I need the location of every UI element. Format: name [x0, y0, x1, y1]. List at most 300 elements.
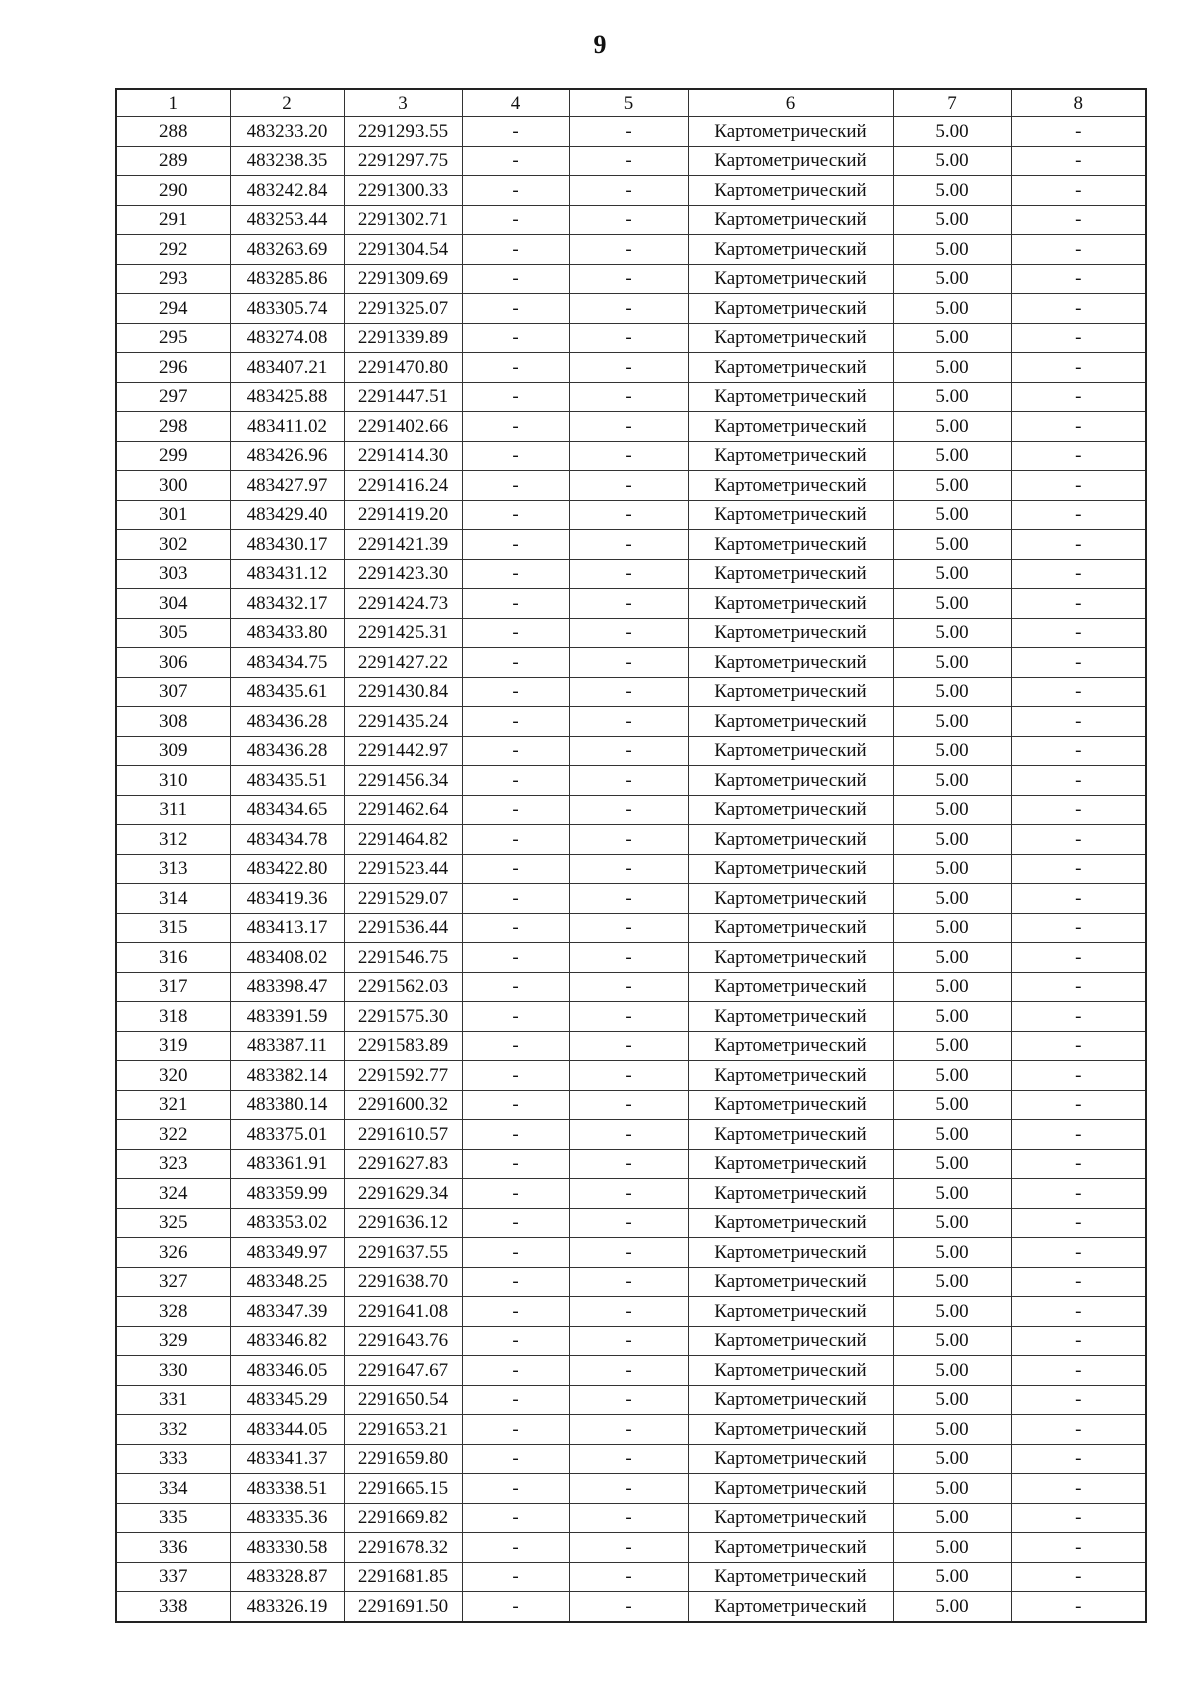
table-cell-col-2: 483285.86: [230, 264, 344, 294]
table-cell-col-1: 311: [116, 795, 230, 825]
table-cell-col-7: 5.00: [893, 913, 1011, 943]
table-row: [116, 382, 1146, 412]
table-cell-col-7: 5.00: [893, 648, 1011, 678]
table-cell-col-2: 483382.14: [230, 1061, 344, 1091]
table-cell-col-1: 332: [116, 1415, 230, 1445]
table-row: [116, 766, 1146, 796]
table-cell-col-5: -: [569, 264, 688, 294]
table-cell-col-7: 5.00: [893, 1238, 1011, 1268]
table-cell-col-4: -: [462, 1297, 569, 1327]
table-cell-col-4: -: [462, 854, 569, 884]
table-cell-col-2: 483233.20: [230, 117, 344, 147]
table-cell-col-1: 336: [116, 1533, 230, 1563]
table-cell-col-8: -: [1011, 1149, 1146, 1179]
table-cell-col-5: -: [569, 1385, 688, 1415]
header-cell-col-4: 4: [462, 89, 569, 117]
table-cell-col-7: 5.00: [893, 1444, 1011, 1474]
table-cell-col-1: 289: [116, 146, 230, 176]
table-cell-col-3: 2291423.30: [344, 559, 462, 589]
table-cell-col-4: -: [462, 235, 569, 265]
table-cell-col-8: -: [1011, 1474, 1146, 1504]
table-cell-col-8: -: [1011, 795, 1146, 825]
table-row: [116, 441, 1146, 471]
table-cell-col-7: 5.00: [893, 382, 1011, 412]
table-cell-col-4: -: [462, 766, 569, 796]
table-cell-col-2: 483435.61: [230, 677, 344, 707]
table-cell-col-1: 329: [116, 1326, 230, 1356]
table-row: [116, 1326, 1146, 1356]
table-cell-col-1: 327: [116, 1267, 230, 1297]
table-cell-col-4: -: [462, 1208, 569, 1238]
table-cell-col-2: 483238.35: [230, 146, 344, 176]
table-cell-col-7: 5.00: [893, 1503, 1011, 1533]
table-cell-col-1: 300: [116, 471, 230, 501]
table-cell-col-7: 5.00: [893, 1208, 1011, 1238]
table-row: [116, 1592, 1146, 1622]
table-cell-col-2: 483263.69: [230, 235, 344, 265]
table-cell-col-7: 5.00: [893, 943, 1011, 973]
table-cell-col-1: 321: [116, 1090, 230, 1120]
table-cell-col-4: -: [462, 884, 569, 914]
table-cell-col-6: Картометрический: [688, 854, 893, 884]
table-cell-col-1: 314: [116, 884, 230, 914]
table-cell-col-7: 5.00: [893, 117, 1011, 147]
table-cell-col-1: 317: [116, 972, 230, 1002]
table-row: [116, 1385, 1146, 1415]
table-cell-col-3: 2291691.50: [344, 1592, 462, 1622]
table-cell-col-7: 5.00: [893, 854, 1011, 884]
table-cell-col-5: -: [569, 353, 688, 383]
table-cell-col-8: -: [1011, 854, 1146, 884]
table-cell-col-5: -: [569, 766, 688, 796]
table-cell-col-5: -: [569, 618, 688, 648]
table-cell-col-7: 5.00: [893, 530, 1011, 560]
table-cell-col-3: 2291610.57: [344, 1120, 462, 1150]
table-cell-col-3: 2291430.84: [344, 677, 462, 707]
table-cell-col-5: -: [569, 1297, 688, 1327]
table-cell-col-2: 483434.65: [230, 795, 344, 825]
table-cell-col-7: 5.00: [893, 1533, 1011, 1563]
table-cell-col-3: 2291421.39: [344, 530, 462, 560]
table-cell-col-8: -: [1011, 1120, 1146, 1150]
table-cell-col-1: 288: [116, 117, 230, 147]
table-cell-col-2: 483434.75: [230, 648, 344, 678]
table-row: [116, 1297, 1146, 1327]
table-cell-col-8: -: [1011, 589, 1146, 619]
table-cell-col-3: 2291293.55: [344, 117, 462, 147]
table-cell-col-6: Картометрический: [688, 500, 893, 530]
table-cell-col-6: Картометрический: [688, 441, 893, 471]
table-row: [116, 1149, 1146, 1179]
table-cell-col-4: -: [462, 913, 569, 943]
table-cell-col-7: 5.00: [893, 825, 1011, 855]
table-cell-col-3: 2291424.73: [344, 589, 462, 619]
table-cell-col-6: Картометрический: [688, 1179, 893, 1209]
table-cell-col-8: -: [1011, 1238, 1146, 1268]
table-cell-col-8: -: [1011, 1356, 1146, 1386]
table-cell-col-3: 2291523.44: [344, 854, 462, 884]
table-cell-col-4: -: [462, 1002, 569, 1032]
table-cell-col-7: 5.00: [893, 972, 1011, 1002]
table-cell-col-2: 483326.19: [230, 1592, 344, 1622]
table-cell-col-5: -: [569, 677, 688, 707]
table-row: [116, 825, 1146, 855]
table-header: [116, 89, 1146, 117]
table-cell-col-8: -: [1011, 677, 1146, 707]
table-cell-col-1: 293: [116, 264, 230, 294]
table-cell-col-3: 2291302.71: [344, 205, 462, 235]
table-cell-col-3: 2291653.21: [344, 1415, 462, 1445]
table-row: [116, 323, 1146, 353]
table-cell-col-8: -: [1011, 500, 1146, 530]
table-cell-col-7: 5.00: [893, 1031, 1011, 1061]
table-cell-col-7: 5.00: [893, 500, 1011, 530]
table-cell-col-2: 483328.87: [230, 1562, 344, 1592]
table-cell-col-5: -: [569, 589, 688, 619]
table-row: [116, 1415, 1146, 1445]
table-cell-col-3: 2291650.54: [344, 1385, 462, 1415]
table-cell-col-2: 483429.40: [230, 500, 344, 530]
table-cell-col-7: 5.00: [893, 1061, 1011, 1091]
table-cell-col-6: Картометрический: [688, 146, 893, 176]
table-cell-col-6: Картометрический: [688, 1297, 893, 1327]
table-cell-col-7: 5.00: [893, 294, 1011, 324]
table-cell-col-1: 324: [116, 1179, 230, 1209]
table-cell-col-7: 5.00: [893, 1297, 1011, 1327]
table-cell-col-6: Картометрический: [688, 1267, 893, 1297]
table-cell-col-6: Картометрический: [688, 1356, 893, 1386]
table-cell-col-2: 483419.36: [230, 884, 344, 914]
table-cell-col-2: 483398.47: [230, 972, 344, 1002]
table-cell-col-7: 5.00: [893, 1415, 1011, 1445]
table-cell-col-4: -: [462, 1474, 569, 1504]
table-cell-col-2: 483436.28: [230, 707, 344, 737]
table-cell-col-4: -: [462, 1267, 569, 1297]
table-cell-col-8: -: [1011, 353, 1146, 383]
table-cell-col-5: -: [569, 1179, 688, 1209]
table-cell-col-7: 5.00: [893, 1592, 1011, 1622]
header-cell-col-7: 7: [893, 89, 1011, 117]
table-cell-col-4: -: [462, 1592, 569, 1622]
table-cell-col-1: 299: [116, 441, 230, 471]
table-row: [116, 972, 1146, 1002]
table-cell-col-5: -: [569, 1533, 688, 1563]
table-row: [116, 1503, 1146, 1533]
table-cell-col-2: 483347.39: [230, 1297, 344, 1327]
table-cell-col-5: -: [569, 559, 688, 589]
table-cell-col-2: 483338.51: [230, 1474, 344, 1504]
table-cell-col-2: 483425.88: [230, 382, 344, 412]
table-cell-col-5: -: [569, 441, 688, 471]
table-row: [116, 795, 1146, 825]
table-cell-col-8: -: [1011, 1179, 1146, 1209]
table-cell-col-5: -: [569, 146, 688, 176]
table-cell-col-8: -: [1011, 1090, 1146, 1120]
table-cell-col-8: -: [1011, 146, 1146, 176]
table-cell-col-1: 316: [116, 943, 230, 973]
table-row: [116, 707, 1146, 737]
table-cell-col-2: 483426.96: [230, 441, 344, 471]
table-cell-col-3: 2291638.70: [344, 1267, 462, 1297]
table-cell-col-7: 5.00: [893, 1356, 1011, 1386]
table-cell-col-3: 2291562.03: [344, 972, 462, 1002]
table-cell-col-1: 318: [116, 1002, 230, 1032]
table-cell-col-3: 2291419.20: [344, 500, 462, 530]
table-cell-col-1: 313: [116, 854, 230, 884]
table-cell-col-2: 483242.84: [230, 176, 344, 206]
table-cell-col-8: -: [1011, 707, 1146, 737]
table-cell-col-3: 2291464.82: [344, 825, 462, 855]
table-cell-col-4: -: [462, 1385, 569, 1415]
header-row: [116, 89, 1146, 117]
table-cell-col-8: -: [1011, 1061, 1146, 1091]
table-cell-col-6: Картометрический: [688, 766, 893, 796]
table-row: [116, 1238, 1146, 1268]
table-cell-col-4: -: [462, 471, 569, 501]
table-cell-col-1: 320: [116, 1061, 230, 1091]
table-cell-col-3: 2291300.33: [344, 176, 462, 206]
table-cell-col-1: 312: [116, 825, 230, 855]
table-cell-col-4: -: [462, 1031, 569, 1061]
table-cell-col-8: -: [1011, 323, 1146, 353]
table-cell-col-8: -: [1011, 766, 1146, 796]
table-cell-col-4: -: [462, 294, 569, 324]
table-row: [116, 264, 1146, 294]
table-cell-col-3: 2291546.75: [344, 943, 462, 973]
table-cell-col-8: -: [1011, 294, 1146, 324]
table-cell-col-8: -: [1011, 943, 1146, 973]
table-cell-col-6: Картометрический: [688, 471, 893, 501]
table-cell-col-3: 2291470.80: [344, 353, 462, 383]
table-cell-col-6: Картометрический: [688, 1120, 893, 1150]
table-cell-col-1: 295: [116, 323, 230, 353]
table-cell-col-5: -: [569, 412, 688, 442]
table-cell-col-5: -: [569, 707, 688, 737]
table-cell-col-6: Картометрический: [688, 294, 893, 324]
table-cell-col-6: Картометрический: [688, 707, 893, 737]
table-cell-col-2: 483431.12: [230, 559, 344, 589]
table-cell-col-7: 5.00: [893, 677, 1011, 707]
table-cell-col-4: -: [462, 1090, 569, 1120]
table-cell-col-8: -: [1011, 1002, 1146, 1032]
table-cell-col-3: 2291600.32: [344, 1090, 462, 1120]
table-cell-col-3: 2291681.85: [344, 1562, 462, 1592]
table-cell-col-7: 5.00: [893, 1149, 1011, 1179]
table-cell-col-8: -: [1011, 618, 1146, 648]
table-cell-col-7: 5.00: [893, 412, 1011, 442]
table-cell-col-2: 483411.02: [230, 412, 344, 442]
table-cell-col-5: -: [569, 1120, 688, 1150]
table-cell-col-7: 5.00: [893, 264, 1011, 294]
table-cell-col-4: -: [462, 500, 569, 530]
table-cell-col-3: 2291414.30: [344, 441, 462, 471]
table-cell-col-3: 2291592.77: [344, 1061, 462, 1091]
table-cell-col-6: Картометрический: [688, 1503, 893, 1533]
table-cell-col-5: -: [569, 176, 688, 206]
table-cell-col-3: 2291659.80: [344, 1444, 462, 1474]
table-cell-col-7: 5.00: [893, 146, 1011, 176]
table-cell-col-8: -: [1011, 382, 1146, 412]
table-cell-col-8: -: [1011, 972, 1146, 1002]
table-cell-col-3: 2291665.15: [344, 1474, 462, 1504]
table-row: [116, 943, 1146, 973]
table-row: [116, 1533, 1146, 1563]
table-cell-col-8: -: [1011, 1326, 1146, 1356]
table-row: [116, 736, 1146, 766]
table-cell-col-7: 5.00: [893, 323, 1011, 353]
table-cell-col-5: -: [569, 736, 688, 766]
table-row: [116, 176, 1146, 206]
table-cell-col-1: 292: [116, 235, 230, 265]
table-cell-col-7: 5.00: [893, 736, 1011, 766]
page-number: 9: [593, 30, 607, 59]
table-cell-col-3: 2291304.54: [344, 235, 462, 265]
table-cell-col-2: 483348.25: [230, 1267, 344, 1297]
table-cell-col-2: 483432.17: [230, 589, 344, 619]
header-cell-col-1: 1: [116, 89, 230, 117]
table-row: [116, 559, 1146, 589]
table-cell-col-8: -: [1011, 412, 1146, 442]
table-cell-col-4: -: [462, 825, 569, 855]
table-row: [116, 1208, 1146, 1238]
table-cell-col-5: -: [569, 1503, 688, 1533]
table-cell-col-6: Картометрический: [688, 382, 893, 412]
table-cell-col-3: 2291678.32: [344, 1533, 462, 1563]
table-cell-col-5: -: [569, 854, 688, 884]
table-cell-col-3: 2291462.64: [344, 795, 462, 825]
table-cell-col-8: -: [1011, 530, 1146, 560]
table-cell-col-2: 483253.44: [230, 205, 344, 235]
table-cell-col-7: 5.00: [893, 1179, 1011, 1209]
table-cell-col-2: 483274.08: [230, 323, 344, 353]
table-cell-col-2: 483375.01: [230, 1120, 344, 1150]
table-cell-col-5: -: [569, 1208, 688, 1238]
table-cell-col-4: -: [462, 412, 569, 442]
table-cell-col-7: 5.00: [893, 205, 1011, 235]
table-cell-col-3: 2291309.69: [344, 264, 462, 294]
table-cell-col-4: -: [462, 677, 569, 707]
table-cell-col-1: 326: [116, 1238, 230, 1268]
table-cell-col-2: 483335.36: [230, 1503, 344, 1533]
table-cell-col-7: 5.00: [893, 353, 1011, 383]
table-cell-col-2: 483391.59: [230, 1002, 344, 1032]
table-row: [116, 648, 1146, 678]
table-cell-col-2: 483433.80: [230, 618, 344, 648]
table-cell-col-8: -: [1011, 1415, 1146, 1445]
table-cell-col-7: 5.00: [893, 707, 1011, 737]
table-cell-col-5: -: [569, 235, 688, 265]
table-cell-col-6: Картометрический: [688, 1326, 893, 1356]
table-cell-col-8: -: [1011, 736, 1146, 766]
table-cell-col-3: 2291647.67: [344, 1356, 462, 1386]
table-cell-col-1: 330: [116, 1356, 230, 1386]
table-cell-col-7: 5.00: [893, 176, 1011, 206]
table-cell-col-4: -: [462, 382, 569, 412]
table-cell-col-4: -: [462, 205, 569, 235]
table-cell-col-4: -: [462, 1444, 569, 1474]
table-cell-col-8: -: [1011, 441, 1146, 471]
table-cell-col-1: 333: [116, 1444, 230, 1474]
table-cell-col-3: 2291442.97: [344, 736, 462, 766]
table-cell-col-3: 2291425.31: [344, 618, 462, 648]
table-cell-col-1: 290: [116, 176, 230, 206]
table-row: [116, 884, 1146, 914]
table-cell-col-1: 323: [116, 1149, 230, 1179]
table-cell-col-7: 5.00: [893, 1474, 1011, 1504]
table-cell-col-6: Картометрический: [688, 1238, 893, 1268]
table-cell-col-8: -: [1011, 825, 1146, 855]
table-cell-col-4: -: [462, 559, 569, 589]
table-cell-col-7: 5.00: [893, 766, 1011, 796]
table-cell-col-6: Картометрический: [688, 1533, 893, 1563]
table-cell-col-8: -: [1011, 913, 1146, 943]
table-cell-col-7: 5.00: [893, 1326, 1011, 1356]
table-cell-col-5: -: [569, 1031, 688, 1061]
table-cell-col-1: 304: [116, 589, 230, 619]
table-cell-col-3: 2291325.07: [344, 294, 462, 324]
table-cell-col-4: -: [462, 795, 569, 825]
table-cell-col-2: 483345.29: [230, 1385, 344, 1415]
table-cell-col-1: 294: [116, 294, 230, 324]
table-cell-col-3: 2291627.83: [344, 1149, 462, 1179]
table-row: [116, 235, 1146, 265]
table-cell-col-7: 5.00: [893, 1562, 1011, 1592]
table-cell-col-6: Картометрический: [688, 1385, 893, 1415]
table-cell-col-4: -: [462, 1503, 569, 1533]
header-cell-col-6: 6: [688, 89, 893, 117]
table-cell-col-1: 310: [116, 766, 230, 796]
table-cell-col-6: Картометрический: [688, 648, 893, 678]
table-cell-col-5: -: [569, 205, 688, 235]
table-cell-col-1: 306: [116, 648, 230, 678]
table-cell-col-4: -: [462, 648, 569, 678]
table-cell-col-6: Картометрический: [688, 1090, 893, 1120]
table-cell-col-3: 2291416.24: [344, 471, 462, 501]
table-cell-col-5: -: [569, 1356, 688, 1386]
table-cell-col-2: 483435.51: [230, 766, 344, 796]
table-cell-col-8: -: [1011, 1444, 1146, 1474]
table-cell-col-6: Картометрический: [688, 736, 893, 766]
table-cell-col-1: 337: [116, 1562, 230, 1592]
table-cell-col-8: -: [1011, 559, 1146, 589]
table-cell-col-6: Картометрический: [688, 117, 893, 147]
table-cell-col-6: Картометрический: [688, 1002, 893, 1032]
table-cell-col-6: Картометрический: [688, 264, 893, 294]
table-cell-col-3: 2291643.76: [344, 1326, 462, 1356]
table-cell-col-4: -: [462, 1179, 569, 1209]
table-cell-col-6: Картометрический: [688, 1208, 893, 1238]
table-cell-col-2: 483413.17: [230, 913, 344, 943]
table-cell-col-1: 325: [116, 1208, 230, 1238]
table-cell-col-6: Картометрический: [688, 1031, 893, 1061]
table-cell-col-6: Картометрический: [688, 913, 893, 943]
table-cell-col-8: -: [1011, 117, 1146, 147]
table-cell-col-2: 483346.82: [230, 1326, 344, 1356]
table-row: [116, 1179, 1146, 1209]
table-cell-col-2: 483407.21: [230, 353, 344, 383]
table-cell-col-4: -: [462, 1356, 569, 1386]
table-cell-col-4: -: [462, 1238, 569, 1268]
table-cell-col-8: -: [1011, 235, 1146, 265]
table-cell-col-4: -: [462, 736, 569, 766]
table-cell-col-6: Картометрический: [688, 825, 893, 855]
table-cell-col-6: Картометрический: [688, 353, 893, 383]
table-cell-col-2: 483387.11: [230, 1031, 344, 1061]
table-cell-col-4: -: [462, 943, 569, 973]
table-cell-col-8: -: [1011, 1031, 1146, 1061]
table-cell-col-5: -: [569, 1061, 688, 1091]
table-cell-col-2: 483434.78: [230, 825, 344, 855]
